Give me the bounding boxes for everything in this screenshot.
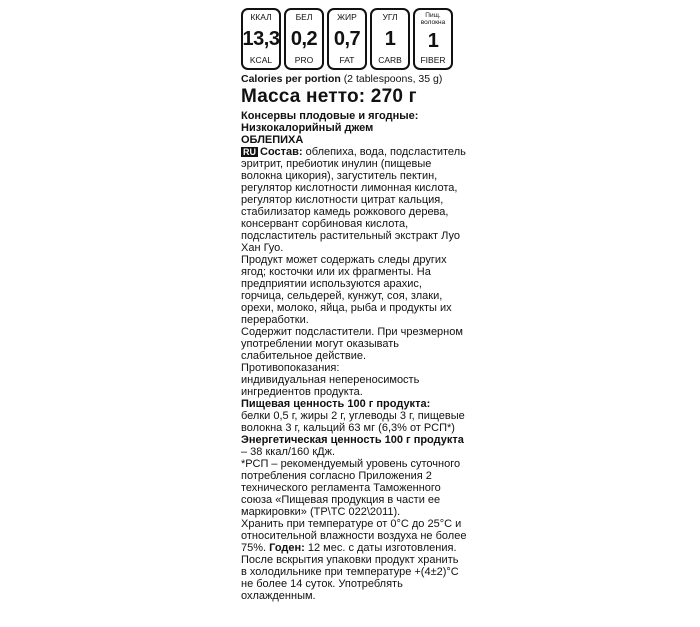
badge-kcal-top: ККАЛ xyxy=(250,12,272,22)
sweeteners-text: Содержит подсластители. При чрезмерном употреблении могут оказывать слабительное действие. xyxy=(241,326,463,362)
nutrition-badges xyxy=(241,8,453,70)
product-name: Низкокалорийный джем xyxy=(241,122,374,134)
contra-label: Противопоказания: xyxy=(241,362,340,374)
badge-fiber-value: 1 xyxy=(427,30,439,52)
badge-carb-value: 1 xyxy=(384,28,396,50)
badge-kcal-bottom: KCAL xyxy=(249,55,273,65)
calories-per-portion xyxy=(241,73,442,85)
badge-carb-bottom: CARB xyxy=(378,55,402,65)
badge-fat-top: ЖИР xyxy=(337,12,357,22)
badge-protein xyxy=(284,8,324,70)
product-flavor: ОБЛЕПИХА xyxy=(241,134,304,146)
product-type: Консервы плодовые и ягодные: xyxy=(241,110,419,122)
net-mass: Масса нетто: 270 г xyxy=(241,86,417,107)
badge-fat-value: 0,7 xyxy=(333,28,361,50)
badge-fiber xyxy=(413,8,453,70)
shelf-label: Годен: xyxy=(269,542,305,554)
badge-fiber-bottom: FIBER xyxy=(420,55,446,65)
badge-fiber-top: Пищ. волокна xyxy=(420,12,446,26)
calories-portion: (2 tablespoons, 35 g) xyxy=(343,73,443,85)
badge-fat xyxy=(327,8,367,70)
nutrition-value-text: белки 0,5 г, жиры 2 г, углеводы 3 г, пищевые волокна 3 г, кальций 63 мг (6,3% от РСП*) xyxy=(241,410,465,434)
badge-fat-bottom: FAT xyxy=(339,55,355,65)
storage-block xyxy=(241,518,467,602)
badge-protein-bottom: PRO xyxy=(294,55,314,65)
badge-kcal-value: 13,3 xyxy=(242,28,280,50)
label-text xyxy=(241,110,467,602)
badge-kcal xyxy=(241,8,281,70)
badge-carb-top: УГЛ xyxy=(382,12,398,22)
lang-badge: RU xyxy=(243,147,256,157)
nutrition-value-label: Пищевая ценность 100 г продукта: xyxy=(241,398,431,410)
composition-text: облепиха, вода, подсластитель эритрит, пребиотик инулин (пищевые волокна цикория), загуститель пектин, регулятор кислотности лимонная кислота, регулятор кислотности цитрат кальция, стабилизатор камедь рожкового дерева, консервант сорбиновая кислота, подсластитель растительный экстракт Луо Хан Гуо. xyxy=(241,146,466,254)
energy-label: Энергетическая ценность 100 г продукта xyxy=(241,434,464,446)
badge-protein-value: 0,2 xyxy=(290,28,318,50)
shelf-text: 12 мес. с даты изготовления. После вскрытия упаковки продукт хранить в холодильнике при температуре +(4±2)°С не более 14 суток. Употреблять охлажденным. xyxy=(241,542,459,602)
energy-value: – 38 ккал/160 кДж. xyxy=(241,446,336,458)
composition-block xyxy=(241,146,467,254)
storage-text: Хранить при температуре от 0°С до 25°С и относительной влажности воздуха не более 75%. xyxy=(241,518,467,554)
contra-text: индивидуальная непереносимость ингредиентов продукта. xyxy=(241,374,420,398)
allergens-text: Продукт может содержать следы других ягод; косточки или их фрагменты. На предприятии используются арахис, горчица, сельдерей, кунжут, соя, злаки, орехи, молоко, яйца, рыба и продукты их переработки. xyxy=(241,254,452,326)
badge-protein-top: БЕЛ xyxy=(295,12,313,22)
calories-label: Calories per portion xyxy=(241,73,341,85)
badge-carb xyxy=(370,8,410,70)
composition-label: Состав: xyxy=(260,146,303,158)
energy-block xyxy=(241,434,467,458)
rsp-note: *РСП – рекомендуемый уровень суточного потребления согласно Приложения 2 технического регламента Таможенного союза «Пищевая продукция в части ее маркировки» (ТР\ТС 022\2011). xyxy=(241,458,461,518)
